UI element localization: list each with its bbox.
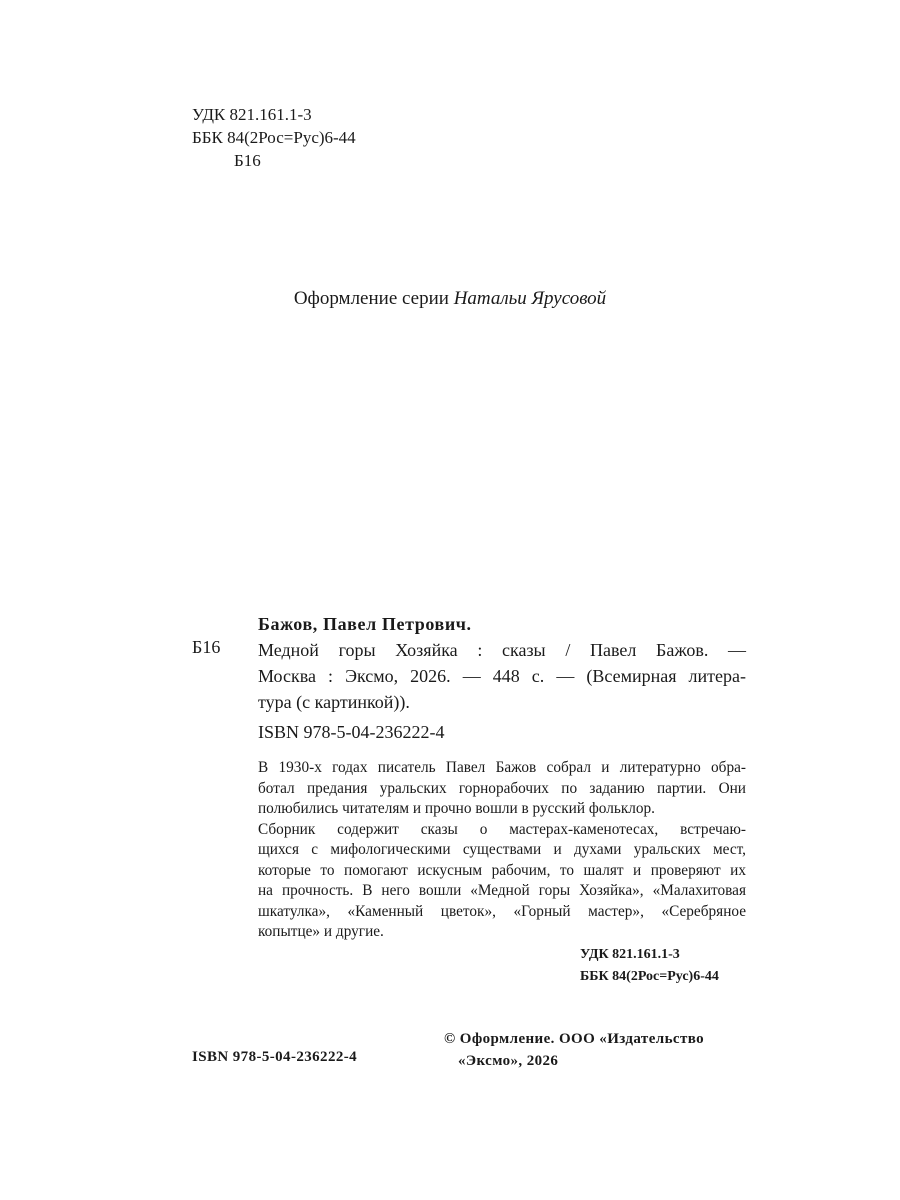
bottom-udk-code: УДК 821.161.1-3: [580, 947, 680, 962]
bottom-bbk-code: ББК 84(2Рос=Рус)6-44: [580, 969, 719, 984]
annotation-line: ботал предания уральских горнорабочих по заданию партии. Они: [258, 779, 746, 797]
bibliographic-description: [258, 637, 746, 715]
bbk-code: ББК 84(2Рос=Рус)6-44: [192, 128, 356, 147]
copyright-notice: [444, 1028, 704, 1072]
copyright-line-1: © Оформление. ООО «Издательство: [444, 1031, 705, 1047]
udk-code: УДК 821.161.1-3: [192, 105, 312, 124]
annotation-line: полюбились читателям и прочно вошли в русский фольклор.: [258, 800, 656, 817]
isbn-record: ISBN 978-5-04-236222-4: [258, 722, 445, 742]
annotation-line: шкатулка», «Каменный цветок», «Горный мастер», «Серебряное: [258, 902, 746, 920]
annotation-line: копытце» и другие.: [258, 923, 384, 940]
series-design-credit: [0, 288, 900, 310]
annotation: [258, 758, 746, 943]
annotation-line: на прочность. В него вошли «Медной горы Хозяйка», «Малахитовая: [258, 882, 746, 899]
biblio-line: Медной горы Хозяйка : сказы / Павел Бажов. —: [258, 640, 746, 660]
classification-codes: [192, 103, 356, 172]
annotation-line: Сборник содержит сказы о мастерах-каменотесах, встречаю-: [258, 820, 746, 838]
copyright-line-2: «Эксмо», 2026: [458, 1053, 559, 1069]
annotation-line: В 1930-х годах писатель Павел Бажов собрал и литературно обра-: [258, 759, 746, 776]
biblio-line: Москва : Эксмо, 2026. — 448 с. — (Всемирная литера-: [258, 666, 746, 686]
bottom-classification-codes: [580, 944, 719, 988]
author-mark: Б16: [234, 151, 261, 170]
isbn-bottom: ISBN 978-5-04-236222-4: [192, 1049, 358, 1065]
annotation-line: щихся с мифологическими существами и духами уральских мест,: [258, 841, 746, 858]
biblio-line: тура (с картинкой)).: [258, 692, 410, 712]
catalog-mark: Б16: [192, 637, 221, 657]
series-designer-name: Натальи Ярусовой: [453, 288, 607, 309]
annotation-line: которые то помогают искусным рабочим, то шалят и проверяют их: [258, 861, 746, 879]
series-credit-prefix: Оформление серии: [293, 288, 449, 309]
author-heading: Бажов, Павел Петрович.: [258, 614, 472, 634]
